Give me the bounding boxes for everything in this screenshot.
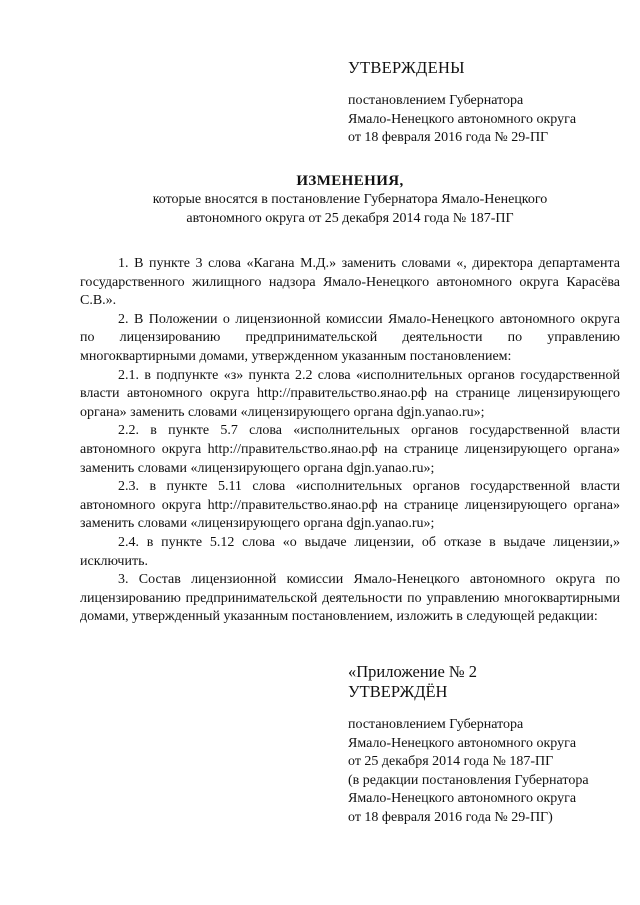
- approval-details: [348, 92, 618, 148]
- paragraph-2: 2. В Положении о лицензионной комиссии Ямало-Ненецкого автономного округа по лицензированию предпринимательской деятельности по управлению многоквартирными домами, утвержденном указанным постановлением:: [80, 311, 620, 364]
- paragraph-2-3: 2.3. в пункте 5.11 слова «исполнительных органов государственной власти автономного округа http://правительство.янао.рф на странице лицензирующего органа» заменить словами «лицензирующего органа dgjn.yanao.ru»;: [80, 479, 620, 532]
- document-heading: [80, 172, 620, 228]
- appendix-approved-title: УТВЕРЖДЁН: [348, 682, 448, 701]
- paragraph-3: 3. Состав лицензионной комиссии Ямало-Ненецкого автономного округа по лицензированию предпринимательской деятельности по управлению многоквартирными домами, утвержденный указанным постановлением, изложить в следующей редакции:: [80, 572, 620, 625]
- approval-title: УТВЕРЖДЕНЫ: [348, 58, 465, 77]
- paragraph-2-2: 2.2. в пункте 5.7 слова «исполнительных органов государственной власти автономного округа http://правительство.янао.рф на странице лицензирующего органа» заменить словами «лицензирующего органа dgjn.yanao.ru»;: [80, 423, 620, 476]
- appendix-label: «Приложение № 2: [348, 662, 478, 681]
- document-title: ИЗМЕНЕНИЯ,: [296, 173, 404, 189]
- approval-line: от 18 февраля 2016 года № 29-ПГ: [348, 130, 549, 145]
- document-body: [80, 255, 620, 627]
- subtitle-line: автономного округа от 25 декабря 2014 года № 187-ПГ: [186, 210, 514, 226]
- document-subtitle: [80, 191, 620, 228]
- paragraph-2-4: 2.4. в пункте 5.12 слова «о выдаче лицензии, об отказе в выдаче лицензии,» исключить.: [80, 534, 620, 569]
- appendix-line: Ямало-Ненецкого автономного округа: [348, 791, 577, 806]
- paragraph-2-1: 2.1. в подпункте «з» пункта 2.2 слова «исполнительных органов государственной власти автономного округа http://правительство.янао.рф на странице лицензирующего органа» заменить словами «лицензирующего органа dgjn.yanao.ru»;: [80, 367, 620, 420]
- paragraph-1: 1. В пункте 3 слова «Кагана М.Д.» заменить словами «, директора департамента государственного жилищного надзора Ямало-Ненецкого автономного округа Карасёва С.В.».: [80, 256, 620, 309]
- appendix-line: постановлением Губернатора: [348, 717, 524, 732]
- subtitle-line: которые вносятся в постановление Губернатора Ямало-Ненецкого: [152, 192, 548, 207]
- approval-line: Ямало-Ненецкого автономного округа: [348, 111, 577, 127]
- approval-line: постановлением Губернатора: [348, 93, 524, 108]
- appendix-line: Ямало-Ненецкого автономного округа: [348, 735, 577, 751]
- appendix-line: от 18 февраля 2016 года № 29-ПГ): [348, 809, 553, 825]
- appendix-line: (в редакции постановления Губернатора: [348, 772, 589, 788]
- appendix-header-block: [348, 662, 618, 827]
- appendix-details: [348, 716, 618, 827]
- appendix-line: от 25 декабря 2014 года № 187-ПГ: [348, 754, 554, 769]
- approval-stamp-block: [348, 58, 618, 148]
